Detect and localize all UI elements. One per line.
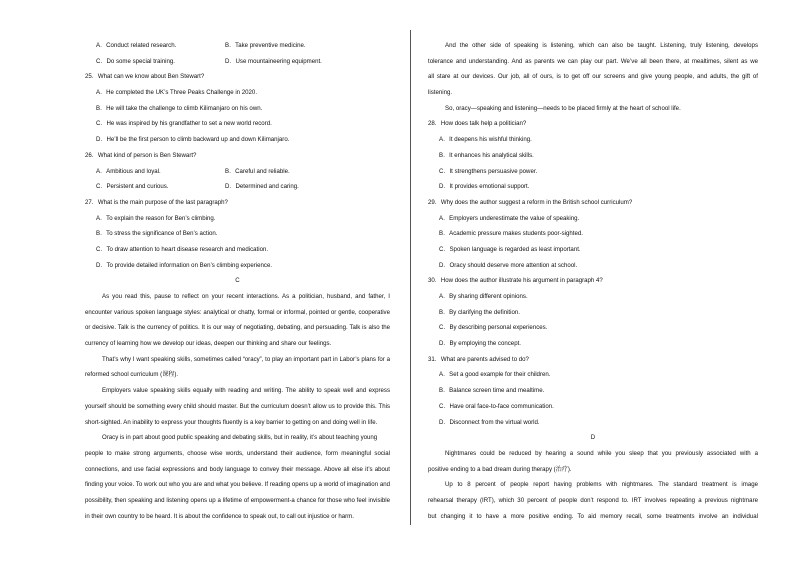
q24-option-d: D．Use mountaineering equipment. bbox=[225, 57, 322, 65]
q29-option-a: A．Employers underestimate the value of speaking. bbox=[439, 214, 580, 222]
passage-c-p6: So, oracy—speaking and listening—needs to be placed firmly at the heart of school life. bbox=[445, 104, 681, 112]
passage-c-p1 bbox=[85, 289, 390, 352]
q25-stem: 25．What can we know about Ben Stewart? bbox=[85, 73, 205, 81]
q31-stem: 31．What are parents advised to do? bbox=[428, 355, 529, 363]
q30-stem: 30．How does the author illustrate his argument in paragraph 4? bbox=[428, 277, 603, 285]
q28-stem: 28．How does talk help a politician? bbox=[428, 120, 527, 128]
q28-option-d: D．It provides emotional support. bbox=[439, 183, 530, 191]
passage-d-p1 bbox=[428, 446, 758, 477]
q25-option-c: C．He was inspired by his grandfather to set a new world record. bbox=[96, 120, 272, 128]
q24-options-row2 bbox=[85, 54, 390, 70]
q28-option-a: A．It deepens his wishful thinking. bbox=[439, 136, 532, 144]
passage-line: rehearsal therapy (IRT), which 30 percent of people don’t respond to. IRT involves repeating a previous nightmare bbox=[428, 496, 758, 504]
q26-option-b: B．Careful and reliable. bbox=[225, 167, 290, 175]
q31-option-a: A．Set a good example for their children. bbox=[439, 371, 551, 379]
passage-c-p2 bbox=[85, 352, 390, 383]
q25-option-a: A．He completed the UK’s Three Peaks Challenge in 2020. bbox=[96, 89, 258, 97]
q26-option-d: D．Determined and caring. bbox=[225, 183, 299, 191]
passage-c-p3 bbox=[85, 383, 390, 430]
column-divider bbox=[410, 30, 411, 525]
q25-option-d: D．He’ll be the first person to climb backward up and down Kilimanjaro. bbox=[96, 136, 290, 144]
q30-option-b: B．By clarifying the definition. bbox=[439, 308, 520, 316]
q29-stem: 29．Why does the author suggest a reform in the British school curriculum? bbox=[428, 198, 633, 206]
left-column bbox=[85, 38, 390, 524]
q27-option-d: D．To provide detailed information on Ben’s climbing experience. bbox=[96, 261, 273, 269]
q29-option-d: D．Oracy should deserve more attention at school. bbox=[439, 261, 578, 269]
passage-line: people to make strong arguments, choose wise words, understand their audience, form meaningful social bbox=[85, 449, 390, 457]
passage-line: encounter various spoken language styles: analytical or chatty, formal or informal, pointed or gentle, cooperative bbox=[85, 308, 390, 316]
passage-line: Oracy is in part about good public speaking and debating skills, but in reality, it’s about teaching young bbox=[102, 434, 378, 442]
q31-option-c: C．Have oral face-to-face communication. bbox=[439, 402, 554, 410]
passage-line: Employers value speaking skills equally with reading and writing. The ability to speak well and express bbox=[102, 387, 390, 395]
q27-option-c: C．To draw attention to heart disease research and medication. bbox=[96, 245, 269, 253]
passage-line: but changing it to have a more positive ending. To aid memory recall, some treatments involve an individual bbox=[428, 512, 758, 520]
passage-line: As you read this, pause to reflect on your recent interactions. As a politician, husband, and father, I bbox=[102, 293, 390, 300]
q24-option-c: C．Do some special training. bbox=[96, 57, 175, 65]
q26-options-row2 bbox=[85, 179, 390, 195]
passage-line: possibility, then speaking and listening opens up a lifetime of empowerment-a chance for those who feel invisible bbox=[85, 496, 390, 504]
passage-line: connections, and use facial expressions and body language to convey their message. Above all else it’s about bbox=[85, 465, 390, 473]
q30-option-a: A．By sharing different opinions. bbox=[439, 293, 528, 300]
q27-option-a: A．To explain the reason for Ben’s climbing. bbox=[96, 214, 216, 222]
passage-line: Nightmares could be reduced by hearing a sound while you sleep that you previously associated with a bbox=[445, 449, 758, 457]
passage-c-p4 bbox=[85, 430, 390, 524]
q31-option-d: D．Disconnect from the virtual world. bbox=[439, 418, 540, 426]
passage-line: reformed school curriculum (课程). bbox=[85, 371, 179, 379]
q28-option-c: C．It strengthens persuasive power. bbox=[439, 167, 538, 175]
passage-line: tolerance and understanding. And as parents we can play our part. We’ve all been there, at mealtimes, silent as we bbox=[428, 57, 758, 65]
q26-stem: 26．What kind of person is Ben Stewart? bbox=[85, 151, 197, 159]
q24-option-a: A．Conduct related research. bbox=[96, 42, 177, 49]
q26-option-c: C．Persistent and curious. bbox=[96, 183, 169, 191]
q29-option-c: C．Spoken language is regarded as least important. bbox=[439, 245, 581, 253]
q26-options-row1 bbox=[85, 164, 390, 180]
q30-option-c: C．By describing personal experiences. bbox=[439, 324, 548, 332]
q30-option-d: D．By employing the concept. bbox=[439, 340, 521, 348]
passage-line: yourself should be something every child should master. But the curriculum doesn’t allow us to provide this. This bbox=[85, 402, 390, 410]
section-d-heading: D bbox=[590, 434, 596, 442]
passage-line: finding your voice. To work out who you are and what you believe. If reading opens up a world of imagination and bbox=[85, 481, 390, 489]
passage-line: all stare at our devices. Our job, all of ours, is to get off our screens and give young people, and adults, the gift of bbox=[428, 73, 758, 81]
right-column bbox=[428, 38, 758, 524]
q27-option-b: B．To stress the significance of Ben’s action. bbox=[96, 230, 218, 238]
passage-line: short-sighted. An inability to express your thoughts fluently is a key barrier to getting on and doing well in life. bbox=[85, 418, 378, 426]
q27-stem: 27．What is the main purpose of the last paragraph? bbox=[85, 198, 228, 206]
passage-line: And the other side of speaking is listening, which can also be taught. Listening, truly listening, develops bbox=[445, 42, 758, 49]
q26-option-a: A．Ambitious and loyal. bbox=[96, 167, 161, 175]
passage-d-p2 bbox=[428, 477, 758, 524]
q24-options-row1 bbox=[85, 38, 390, 54]
section-c-heading: C bbox=[235, 277, 240, 285]
passage-line: in their own country to be heard. It is about the confidence to speak out, to call out injustice or harm. bbox=[85, 512, 354, 520]
passage-line: That’s why I want speaking skills, sometimes called “oracy”, to play an important part in Labor’s plans for a bbox=[102, 355, 390, 363]
q24-option-b: B．Take preventive medicine. bbox=[225, 42, 306, 49]
passage-line: listening. bbox=[428, 89, 453, 97]
passage-line: or decisive. Talk is the currency of politics. It is our way of negotiating, debating, and persuading. Talk is also the bbox=[85, 324, 390, 332]
q28-option-b: B．It enhances his analytical skills. bbox=[439, 151, 534, 159]
passage-line: Up to 8 percent of people report having problems with nightmares. The standard treatment is image bbox=[445, 481, 758, 489]
passage-line: currency of learning how we develop our ideas, deepen our thinking and share our feelings. bbox=[85, 340, 332, 348]
q29-option-b: B．Academic pressure makes students poor-sighted. bbox=[439, 230, 583, 238]
q31-option-b: B．Balance screen time and mealtime. bbox=[439, 387, 545, 395]
passage-c-p5 bbox=[428, 38, 758, 101]
q25-option-b: B．He will take the challenge to climb Kilimanjaro on his own. bbox=[96, 104, 263, 112]
passage-line: positive ending to a bad dream during therapy (治疗). bbox=[428, 465, 572, 473]
